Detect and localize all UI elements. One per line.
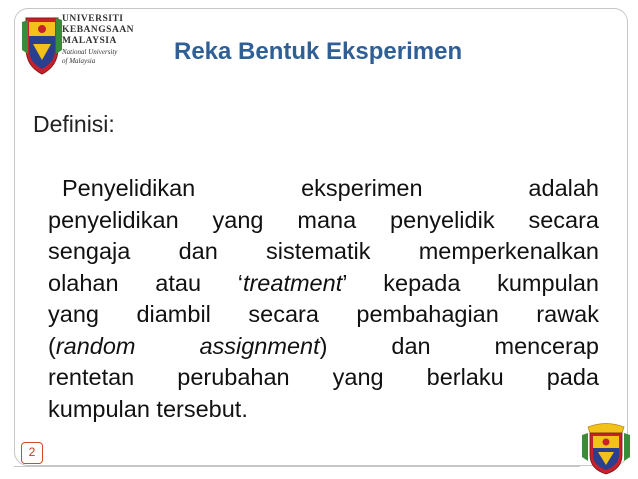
- slide-number-badge: 2: [21, 442, 43, 464]
- paragraph-line-4: olahan atau ‘treatment’ kepada kumpulan: [48, 269, 599, 296]
- slide-title: Reka Bentuk Eksperimen: [174, 38, 463, 65]
- paragraph-line-8: kumpulan tersebut.: [48, 395, 248, 422]
- definition-heading: Definisi:: [33, 111, 115, 137]
- ukm-crest-icon: [580, 421, 632, 475]
- logo-line-3: MALAYSIA: [62, 36, 117, 46]
- logo-sub-2: of Malaysia: [62, 57, 96, 65]
- logo-sub-1: National University: [62, 48, 118, 56]
- paragraph-line-6: (random assignment) dan mencerap: [48, 332, 599, 359]
- paragraph-line-5: yang diambil secara pembahagian rawak: [48, 301, 599, 327]
- paragraph-line-2: penyelidikan yang mana penyelidik secara: [48, 206, 599, 233]
- logo-line-1: UNIVERSITI: [62, 14, 124, 24]
- paragraph-line-7: rentetan perubahan yang berlaku pada: [48, 364, 599, 390]
- footer-rule: [14, 466, 580, 467]
- logo-text: [62, 14, 134, 65]
- paragraph-line-1: Penyelidikan eksperimen adalah: [62, 175, 599, 201]
- logo-line-2: KEBANGSAAN: [62, 25, 135, 35]
- definition-paragraph: [48, 173, 599, 425]
- paragraph-line-3: sengaja dan sistematik memperkenalkan: [48, 238, 599, 264]
